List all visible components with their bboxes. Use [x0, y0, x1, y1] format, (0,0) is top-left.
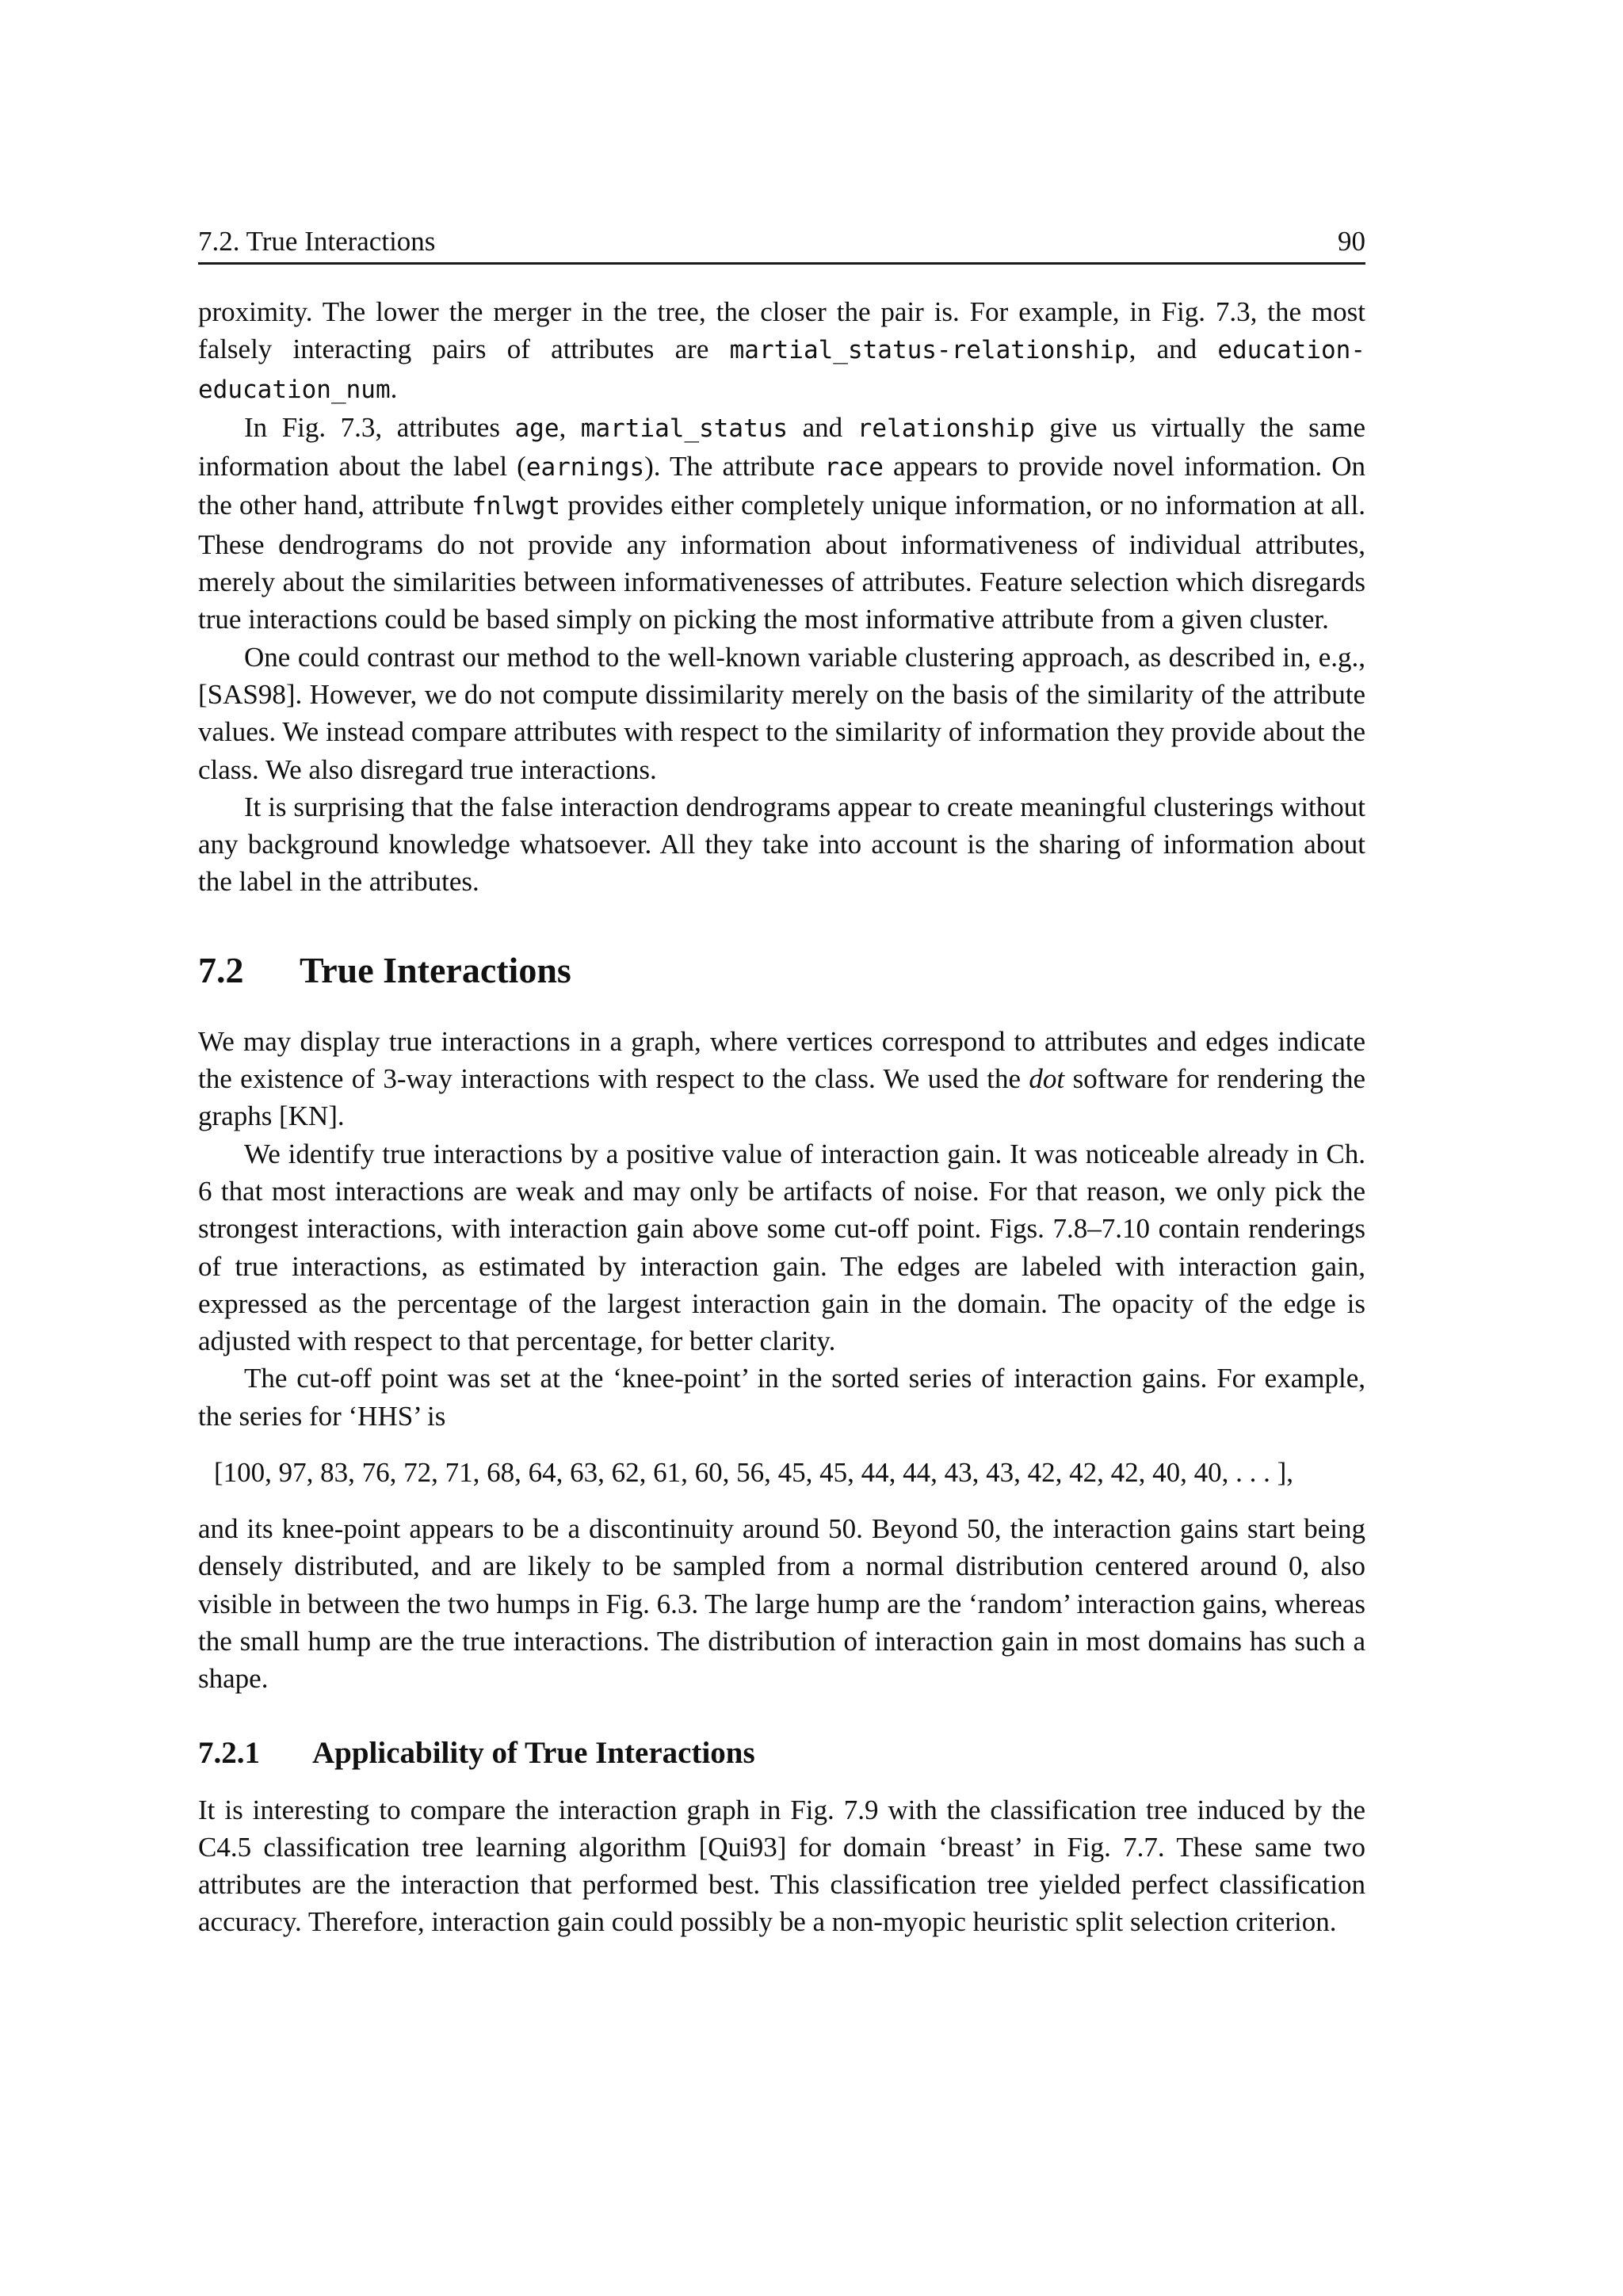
code-age: age: [514, 414, 559, 443]
paragraph-section-4: and its knee-point appears to be a discontinuity around 50. Beyond 50, the interaction gains start being densely distributed, and are likely to be sampled from a normal distribution centered around 0, also visible in between the two humps in Fig. 6.3. The large hump are the ‘random’ interaction gains, whereas the small hump are the true interactions. The distribution of interaction gain in most domains has such a shape.: [198, 1513, 1365, 1695]
code-relationship: relationship: [857, 414, 1035, 443]
subsection-heading: [198, 1734, 1365, 1772]
subsection-title: Applicability of True Interactions: [312, 1735, 755, 1770]
paragraph-intro-1: proximity. The lower the merger in the tree, the closer the pair is. For example, in Fig. 7.3, the most falsely interacting pairs of attributes are martial_status-relationship, and education-education_num.: [198, 296, 1365, 404]
dot-software-name: dot: [1029, 1063, 1065, 1095]
code-earnings: earnings: [525, 453, 645, 482]
paragraph-intro-2: In Fig. 7.3, attributes age, martial_status and relationship give us virtually the same information about the label (earnings). The attribute race appears to provide novel information. On the other hand, attribute fnlwgt provides either completely unique information, or no information at all. These dendrograms do not provide any information about informativeness of individual attributes, merely about the similarities between informativenesses of attributes. Feature selection which disregards true interactions could be based simply on picking the most informative attribute from a given cluster.: [198, 411, 1366, 635]
code-martial-status-relationship: martial_status-relationship: [729, 336, 1129, 365]
body-text: [198, 293, 1365, 1941]
paragraph-section-1: We may display true interactions in a graph, where vertices correspond to attributes and edges indicate the existence of 3-way interactions with respect to the class. We used the dot software for rendering the graphs [KN].: [198, 1025, 1365, 1132]
interaction-gain-series: [100, 97, 83, 76, 72, 71, 68, 64, 63, 62, 61, 60, 56, 45, 45, 44, 44, 43, 43, 42, 42, 42, 40, 40, . . . ],: [214, 1457, 1294, 1489]
code-fnlwgt: fnlwgt: [472, 492, 561, 521]
section-heading: [198, 948, 1365, 993]
paragraph-section-3: The cut-off point was set at the ‘knee-point’ in the sorted series of interaction gains. For example, the series for ‘HHS’ is: [198, 1363, 1365, 1432]
section-title: True Interactions: [300, 949, 571, 990]
code-martial-status: martial_status: [580, 414, 789, 443]
code-race: race: [824, 453, 884, 482]
paragraph-intro-3: One could contrast our method to the well-known variable clustering approach, as described in, e.g., [SAS98]. However, we do not compute dissimilarity merely on the basis of the similarity of the attribute values. We instead compare attributes with respect to the similarity of information they provide about the class. We also disregard true interactions.: [198, 641, 1365, 785]
subsection-number: 7.2.1: [198, 1735, 260, 1770]
page-number: 90: [1338, 226, 1365, 257]
header-section-title: 7.2. True Interactions: [198, 226, 436, 257]
running-header: [198, 226, 1365, 265]
section-number: 7.2: [198, 949, 244, 990]
page: [198, 226, 1365, 1941]
paragraph-intro-4: It is surprising that the false interaction dendrograms appear to create meaningful clusterings without any background knowledge whatsoever. All they take into account is the sharing of information about the label in the attributes.: [198, 791, 1365, 898]
code-education-education-num: education-education_num: [198, 336, 1365, 404]
paragraph-section-2: We identify true interactions by a positive value of interaction gain. It was noticeable already in Ch. 6 that most interactions are weak and may only be artifacts of noise. For that reason, we only pick the strongest interactions, with interaction gain above some cut-off point. Figs. 7.8–7.10 contain renderings of true interactions, as estimated by interaction gain. The edges are labeled with interaction gain, expressed as the percentage of the largest interaction gain in the domain. The opacity of the edge is adjusted with respect to that percentage, for better clarity.: [198, 1138, 1365, 1357]
paragraph-subsection-1: It is interesting to compare the interaction graph in Fig. 7.9 with the classification tree induced by the C4.5 classification tree learning algorithm [Qui93] for domain ‘breast’ in Fig. 7.7. These same two attributes are the interaction that performed best. This classification tree yielded perfect classification accuracy. Therefore, interaction gain could possibly be a non-myopic heuristic split selection criterion.: [198, 1794, 1365, 1938]
